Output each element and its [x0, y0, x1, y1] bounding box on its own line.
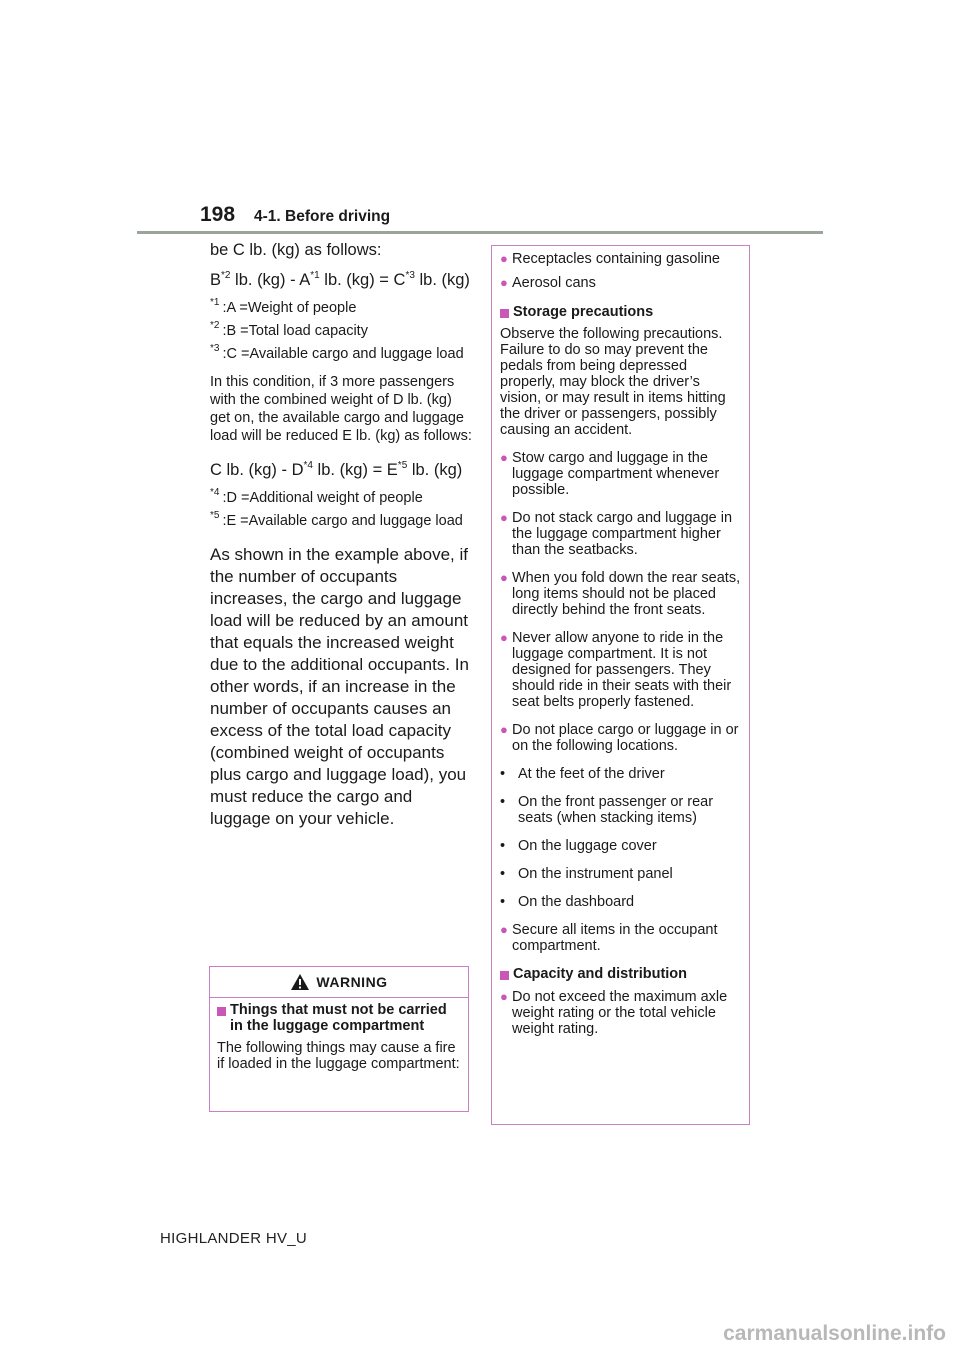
list-item [500, 510, 741, 558]
circle-bullet-icon: ● [500, 251, 508, 266]
circle-bullet-icon: ● [500, 275, 508, 290]
sub-list-item-text: On the dashboard [518, 894, 635, 910]
warning-text: The following things may cause a fire if loaded in the luggage compartment: [217, 1040, 460, 1072]
warning-label: WARNING [316, 974, 388, 990]
subheading-storage [500, 304, 741, 322]
circle-bullet-icon: ● [500, 989, 508, 1004]
warning-triangle-icon [290, 973, 310, 991]
footnote-key: *4 [210, 486, 220, 498]
list-item-text: Do not place cargo or luggage in or on the following locations. [512, 722, 739, 754]
list-item [500, 570, 741, 618]
square-bullet-icon [500, 309, 509, 318]
page-number: 198 [200, 203, 236, 226]
eq1-part: B [210, 271, 222, 289]
equation-2 [210, 460, 472, 480]
footnote-text: :B =Total load capacity [222, 323, 368, 339]
list-item [500, 989, 741, 1037]
circle-bullet-icon: ● [500, 570, 508, 585]
list-item [500, 922, 741, 954]
footnote-text: :E =Available cargo and luggage load [222, 512, 463, 529]
sub-list-item: • On the luggage cover [500, 838, 657, 854]
footnote [210, 343, 472, 363]
sub-list-item: • At the feet of the driver [500, 766, 665, 782]
paragraph: Failure to do so may prevent the pedals from being depressed properly, may block the driver’s vision, or may result in items hitting the driver or passengers, possibly causing an accident. [500, 342, 726, 438]
sub-list-item: • On the instrument panel [500, 866, 673, 882]
section-title: 4-1. Before driving [254, 208, 391, 225]
footnote-key: *3 [210, 343, 220, 354]
footnote-text: :C =Available cargo and luggage load [222, 346, 464, 362]
eq2-part: lb. (kg) = E [312, 460, 398, 479]
footnote-text: :D =Additional weight of people [222, 489, 423, 506]
list-item [500, 630, 741, 710]
footnote [210, 320, 472, 340]
footnote-key: *5 [210, 509, 220, 521]
list-item-text: Aerosol cans [512, 275, 596, 291]
intro-line: be C lb. (kg) as follows: [210, 241, 382, 259]
list-item-text: Never allow anyone to ride in the luggage compartment. It is not designed for passengers. They should ride in their seats with their seat belts properly fastened. [512, 630, 732, 710]
eq1-part: lb. (kg) = C [319, 271, 406, 289]
header-rule [137, 231, 823, 234]
footnote-key: *2 [210, 320, 220, 331]
equation-1 [210, 270, 472, 290]
left-column [210, 240, 472, 847]
circle-bullet-icon: ● [500, 922, 508, 937]
subheading-text: Storage precautions [513, 304, 654, 320]
circle-bullet-icon: ● [500, 510, 508, 525]
square-bullet-icon [217, 1007, 226, 1016]
body-paragraph: As shown in the example above, if the number of occupants increases, the cargo and luggage load will be reduced by an amount that equals the increased weight due to the additional occupants. In other words, if an increase in the number of occupants causes an excess of the total load capacity (combined weight of occupants plus cargo and luggage load), you must reduce the cargo and luggage on your vehicle. [210, 544, 469, 828]
warning-header [210, 967, 468, 998]
footnote-text: :A =Weight of people [222, 300, 357, 316]
sub-list-item-text: On the front passenger or rear seats (when stacking items) [518, 794, 714, 826]
sub-list-item-text: On the luggage cover [518, 838, 657, 854]
circle-bullet-icon: ● [500, 450, 508, 465]
watermark: carmanualsonline.info [723, 1322, 946, 1345]
footnote [210, 509, 472, 530]
eq2-sup: *5 [397, 459, 408, 471]
list-item-text: Do not stack cargo and luggage in the luggage compartment higher than the seatbacks. [512, 510, 733, 558]
footnote [210, 486, 472, 507]
circle-bullet-icon: ● [500, 722, 508, 737]
warning-box [209, 966, 469, 1112]
sub-list-item-text: At the feet of the driver [518, 766, 665, 782]
sub-list-item: • On the front passenger or rear seats (when stacking items) [500, 794, 741, 826]
condition-paragraph: In this condition, if 3 more passengers with the combined weight of D lb. (kg) get on, the available cargo and luggage load will be reduced E lb. (kg) as follows: [210, 374, 472, 444]
list-item-text: Secure all items in the occupant compartment. [512, 922, 718, 954]
eq1-part: lb. (kg) - A [230, 271, 311, 289]
footnote [210, 297, 472, 317]
eq1-part: lb. (kg) [414, 271, 470, 289]
eq2-part: C lb. (kg) - D [210, 460, 304, 479]
sub-list-item: • On the dashboard [500, 894, 635, 910]
list-item [500, 450, 741, 498]
square-bullet-icon [500, 971, 509, 980]
list-item-text: Do not exceed the maximum axle weight rating or the total vehicle weight rating. [512, 989, 728, 1037]
list-item [500, 722, 741, 754]
list-item-text: Receptacles containing gasoline [512, 251, 720, 267]
eq1-sup: *3 [405, 270, 415, 281]
warning-heading-text: Things that must not be carried in the luggage compartment [230, 1002, 447, 1034]
circle-bullet-icon: ● [500, 630, 508, 645]
warning-continued-box [491, 245, 750, 1125]
subheading-text: Capacity and distribution [513, 966, 688, 982]
list-item [500, 275, 741, 291]
footer-model: HIGHLANDER HV_U [160, 1230, 308, 1247]
footnote-key: *1 [210, 297, 220, 308]
eq2-sup: *4 [303, 459, 313, 471]
eq2-part: lb. (kg) [407, 460, 463, 479]
sub-list-item-text: On the instrument panel [518, 866, 673, 882]
list-item-text: When you fold down the rear seats, long items should not be placed directly behind the front seats. [512, 570, 741, 618]
warning-heading [217, 1002, 461, 1034]
list-item-text: Stow cargo and luggage in the luggage compartment whenever possible. [512, 450, 720, 498]
paragraph: Observe the following precautions. [500, 326, 723, 342]
list-item [500, 251, 741, 267]
eq1-sup: *1 [310, 270, 320, 281]
eq1-sup: *2 [221, 270, 231, 281]
subheading-capacity [500, 966, 741, 984]
